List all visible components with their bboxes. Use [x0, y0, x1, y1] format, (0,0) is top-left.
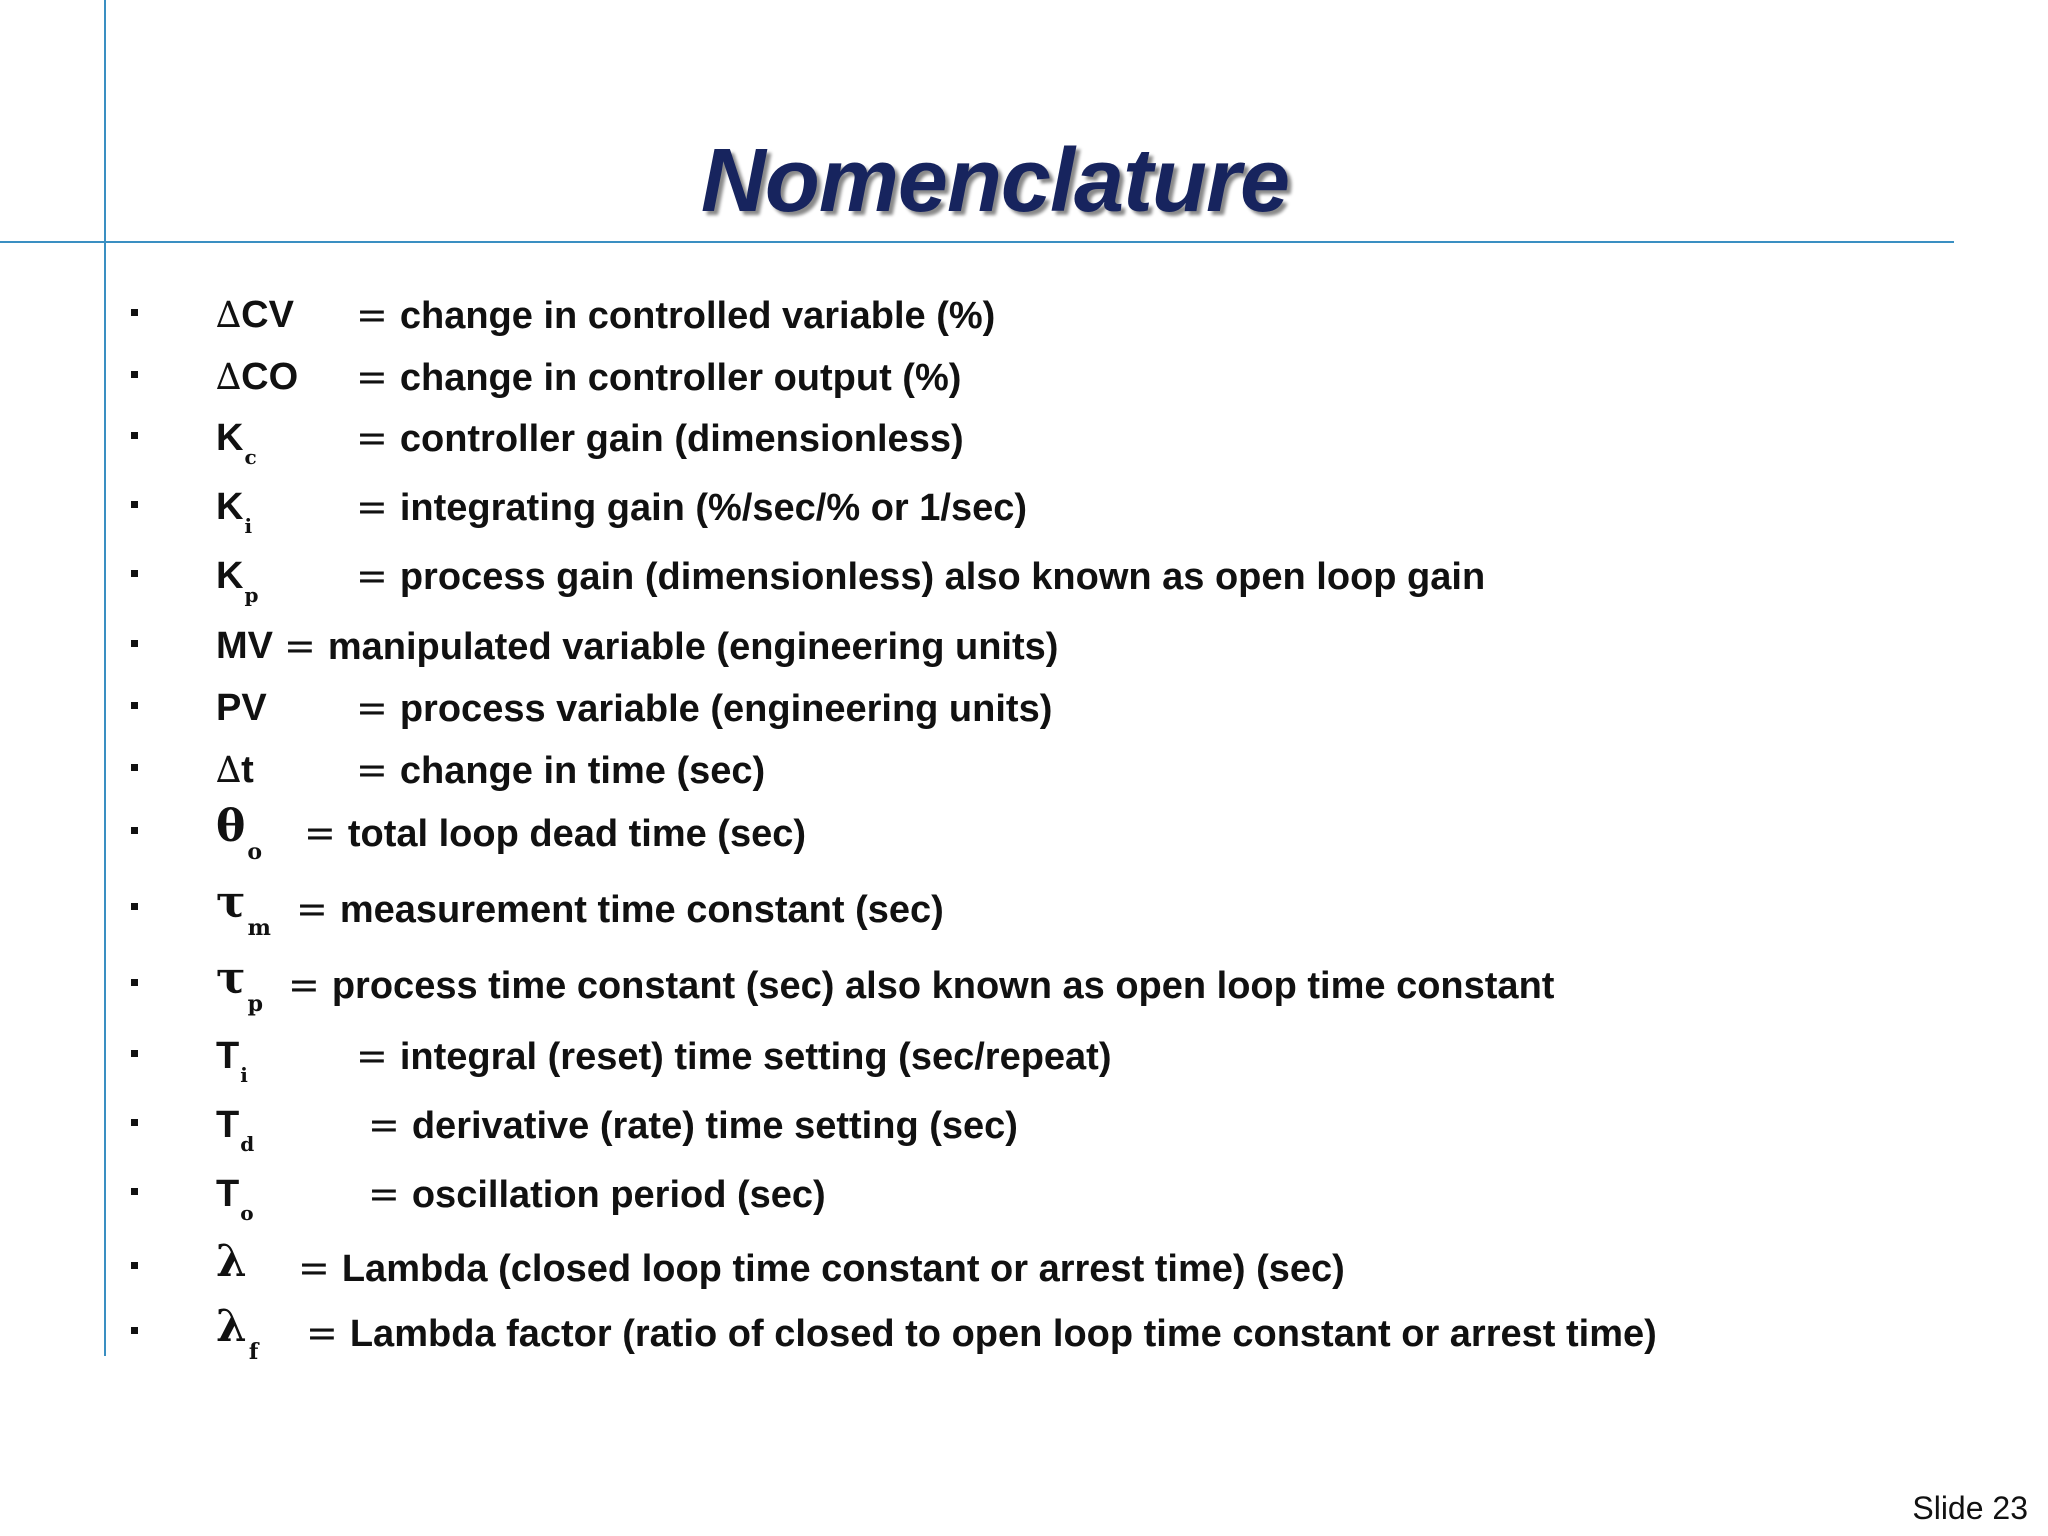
symbol-text: PV — [216, 687, 267, 729]
bullet-icon — [131, 1327, 138, 1334]
list-item — [0, 1097, 1800, 1157]
definition-text: total loop dead time (sec) — [347, 813, 807, 855]
bullet-icon — [131, 432, 138, 439]
bullet-icon — [131, 501, 138, 508]
definition-text: integral (reset) time setting (sec/repeat) — [399, 1036, 1112, 1078]
definition-text: process gain (dimensionless) also known as open loop gain — [399, 556, 1486, 598]
symbol-text: t — [241, 749, 254, 791]
symbol — [216, 953, 263, 1017]
equals-sign: = — [356, 1034, 388, 1078]
equals-sign: = — [356, 686, 388, 730]
bullet-icon — [131, 640, 138, 647]
symbol — [216, 801, 263, 865]
equals-sign: = — [356, 293, 388, 337]
equals-sign: = — [296, 887, 328, 931]
symbol-text: λ — [216, 1301, 247, 1352]
list-item — [0, 479, 1800, 539]
definition — [298, 1246, 1345, 1291]
list-item — [0, 287, 1800, 347]
symbol-text: K — [216, 486, 244, 528]
symbol-text: λ — [216, 1236, 247, 1287]
bullet-icon — [131, 570, 138, 577]
symbol — [216, 686, 267, 730]
symbol-text: CO — [241, 356, 299, 398]
list-item — [0, 877, 1800, 941]
bullet-icon — [131, 309, 138, 316]
bullet-icon — [131, 764, 138, 771]
delta-symbol: ∆ — [216, 750, 242, 791]
equals-sign: = — [284, 624, 316, 668]
definition-text: process time constant (sec) also known as open loop time constant — [331, 965, 1555, 1007]
definition — [356, 686, 1052, 731]
slide-title: Nomenclature — [700, 131, 1290, 231]
list-item — [0, 349, 1800, 409]
list-item — [0, 618, 1800, 678]
definition — [284, 624, 1058, 669]
list-item — [0, 801, 1800, 865]
definition-text: derivative (rate) time setting (sec) — [411, 1105, 1018, 1147]
list-item — [0, 953, 1800, 1017]
definition-text: manipulated variable (engineering units) — [327, 626, 1059, 668]
symbol-subscript: d — [240, 1132, 255, 1156]
symbol-text: τ — [216, 953, 246, 1004]
list-item — [0, 410, 1800, 470]
symbol-subscript: o — [240, 1201, 254, 1225]
list-item — [0, 680, 1800, 740]
symbol — [216, 877, 271, 941]
symbol-text: T — [216, 1104, 240, 1146]
bullet-icon — [131, 1050, 138, 1057]
symbol — [216, 1034, 248, 1087]
definition-text: measurement time constant (sec) — [339, 889, 944, 931]
definition — [368, 1172, 826, 1217]
definition — [356, 485, 1027, 530]
symbol-subscript: m — [247, 915, 271, 941]
symbol-text: θ — [216, 801, 246, 852]
list-item — [0, 742, 1800, 802]
symbol — [216, 293, 294, 338]
symbol — [216, 748, 254, 793]
equals-sign: = — [356, 355, 388, 399]
symbol-subscript: i — [244, 514, 253, 538]
definition — [356, 748, 765, 793]
bullet-icon — [131, 371, 138, 378]
symbol-subscript: f — [248, 1339, 259, 1365]
symbol — [216, 554, 259, 607]
symbol — [216, 355, 298, 400]
symbol-text: MV — [216, 625, 273, 667]
symbol — [216, 1103, 255, 1156]
definition — [356, 554, 1485, 599]
definition — [356, 293, 995, 338]
symbol-subscript: c — [244, 445, 257, 469]
definition — [296, 887, 944, 932]
equals-sign: = — [298, 1246, 330, 1290]
bullet-icon — [131, 979, 138, 986]
list-item — [0, 1301, 1800, 1365]
definition-text: oscillation period (sec) — [411, 1174, 826, 1216]
equals-sign: = — [356, 554, 388, 598]
equals-sign: = — [356, 416, 388, 460]
symbol-subscript: o — [247, 839, 263, 865]
definition — [306, 1311, 1657, 1356]
list-item — [0, 1236, 1800, 1300]
definition — [288, 963, 1554, 1008]
equals-sign: = — [368, 1172, 400, 1216]
definition-text: change in controlled variable (%) — [399, 295, 996, 337]
symbol — [216, 416, 257, 469]
symbol-text: K — [216, 555, 244, 597]
definition — [368, 1103, 1018, 1148]
symbol-text: T — [216, 1173, 240, 1215]
equals-sign: = — [356, 485, 388, 529]
bullet-icon — [131, 702, 138, 709]
equals-sign: = — [356, 748, 388, 792]
definition-text: process variable (engineering units) — [399, 688, 1053, 730]
list-item — [0, 1028, 1800, 1088]
definition-text: Lambda (closed loop time constant or arrest time) (sec) — [341, 1248, 1345, 1290]
equals-sign: = — [304, 811, 336, 855]
symbol — [216, 1301, 259, 1365]
symbol-text: CV — [241, 294, 294, 336]
delta-symbol: ∆ — [216, 357, 242, 398]
bullet-icon — [131, 903, 138, 910]
definition-text: change in controller output (%) — [399, 357, 962, 399]
definition — [356, 355, 961, 400]
definition — [304, 811, 806, 856]
bullet-icon — [131, 1262, 138, 1269]
definition — [356, 416, 964, 461]
definition-text: Lambda factor (ratio of closed to open loop time constant or arrest time) — [349, 1313, 1657, 1355]
symbol-subscript: p — [247, 991, 263, 1017]
definition — [356, 1034, 1112, 1079]
list-item — [0, 1166, 1800, 1226]
equals-sign: = — [306, 1311, 338, 1355]
bullet-icon — [131, 827, 138, 834]
bullet-icon — [131, 1188, 138, 1195]
symbol — [216, 624, 273, 668]
equals-sign: = — [288, 963, 320, 1007]
definition-text: controller gain (dimensionless) — [399, 418, 964, 460]
definition-text: change in time (sec) — [399, 750, 766, 792]
symbol-subscript: i — [240, 1063, 248, 1087]
symbol-text: K — [216, 417, 244, 459]
bullet-icon — [131, 1119, 138, 1126]
symbol-text: T — [216, 1035, 240, 1077]
symbol-text: τ — [216, 877, 246, 928]
list-item — [0, 548, 1800, 608]
delta-symbol: ∆ — [216, 295, 242, 336]
symbol — [216, 485, 253, 538]
symbol-subscript: p — [244, 583, 259, 607]
equals-sign: = — [368, 1103, 400, 1147]
definition-text: integrating gain (%/sec/% or 1/sec) — [399, 487, 1028, 529]
symbol — [216, 1172, 254, 1225]
slide-number: Slide 23 — [1912, 1490, 2028, 1526]
symbol — [216, 1236, 247, 1287]
